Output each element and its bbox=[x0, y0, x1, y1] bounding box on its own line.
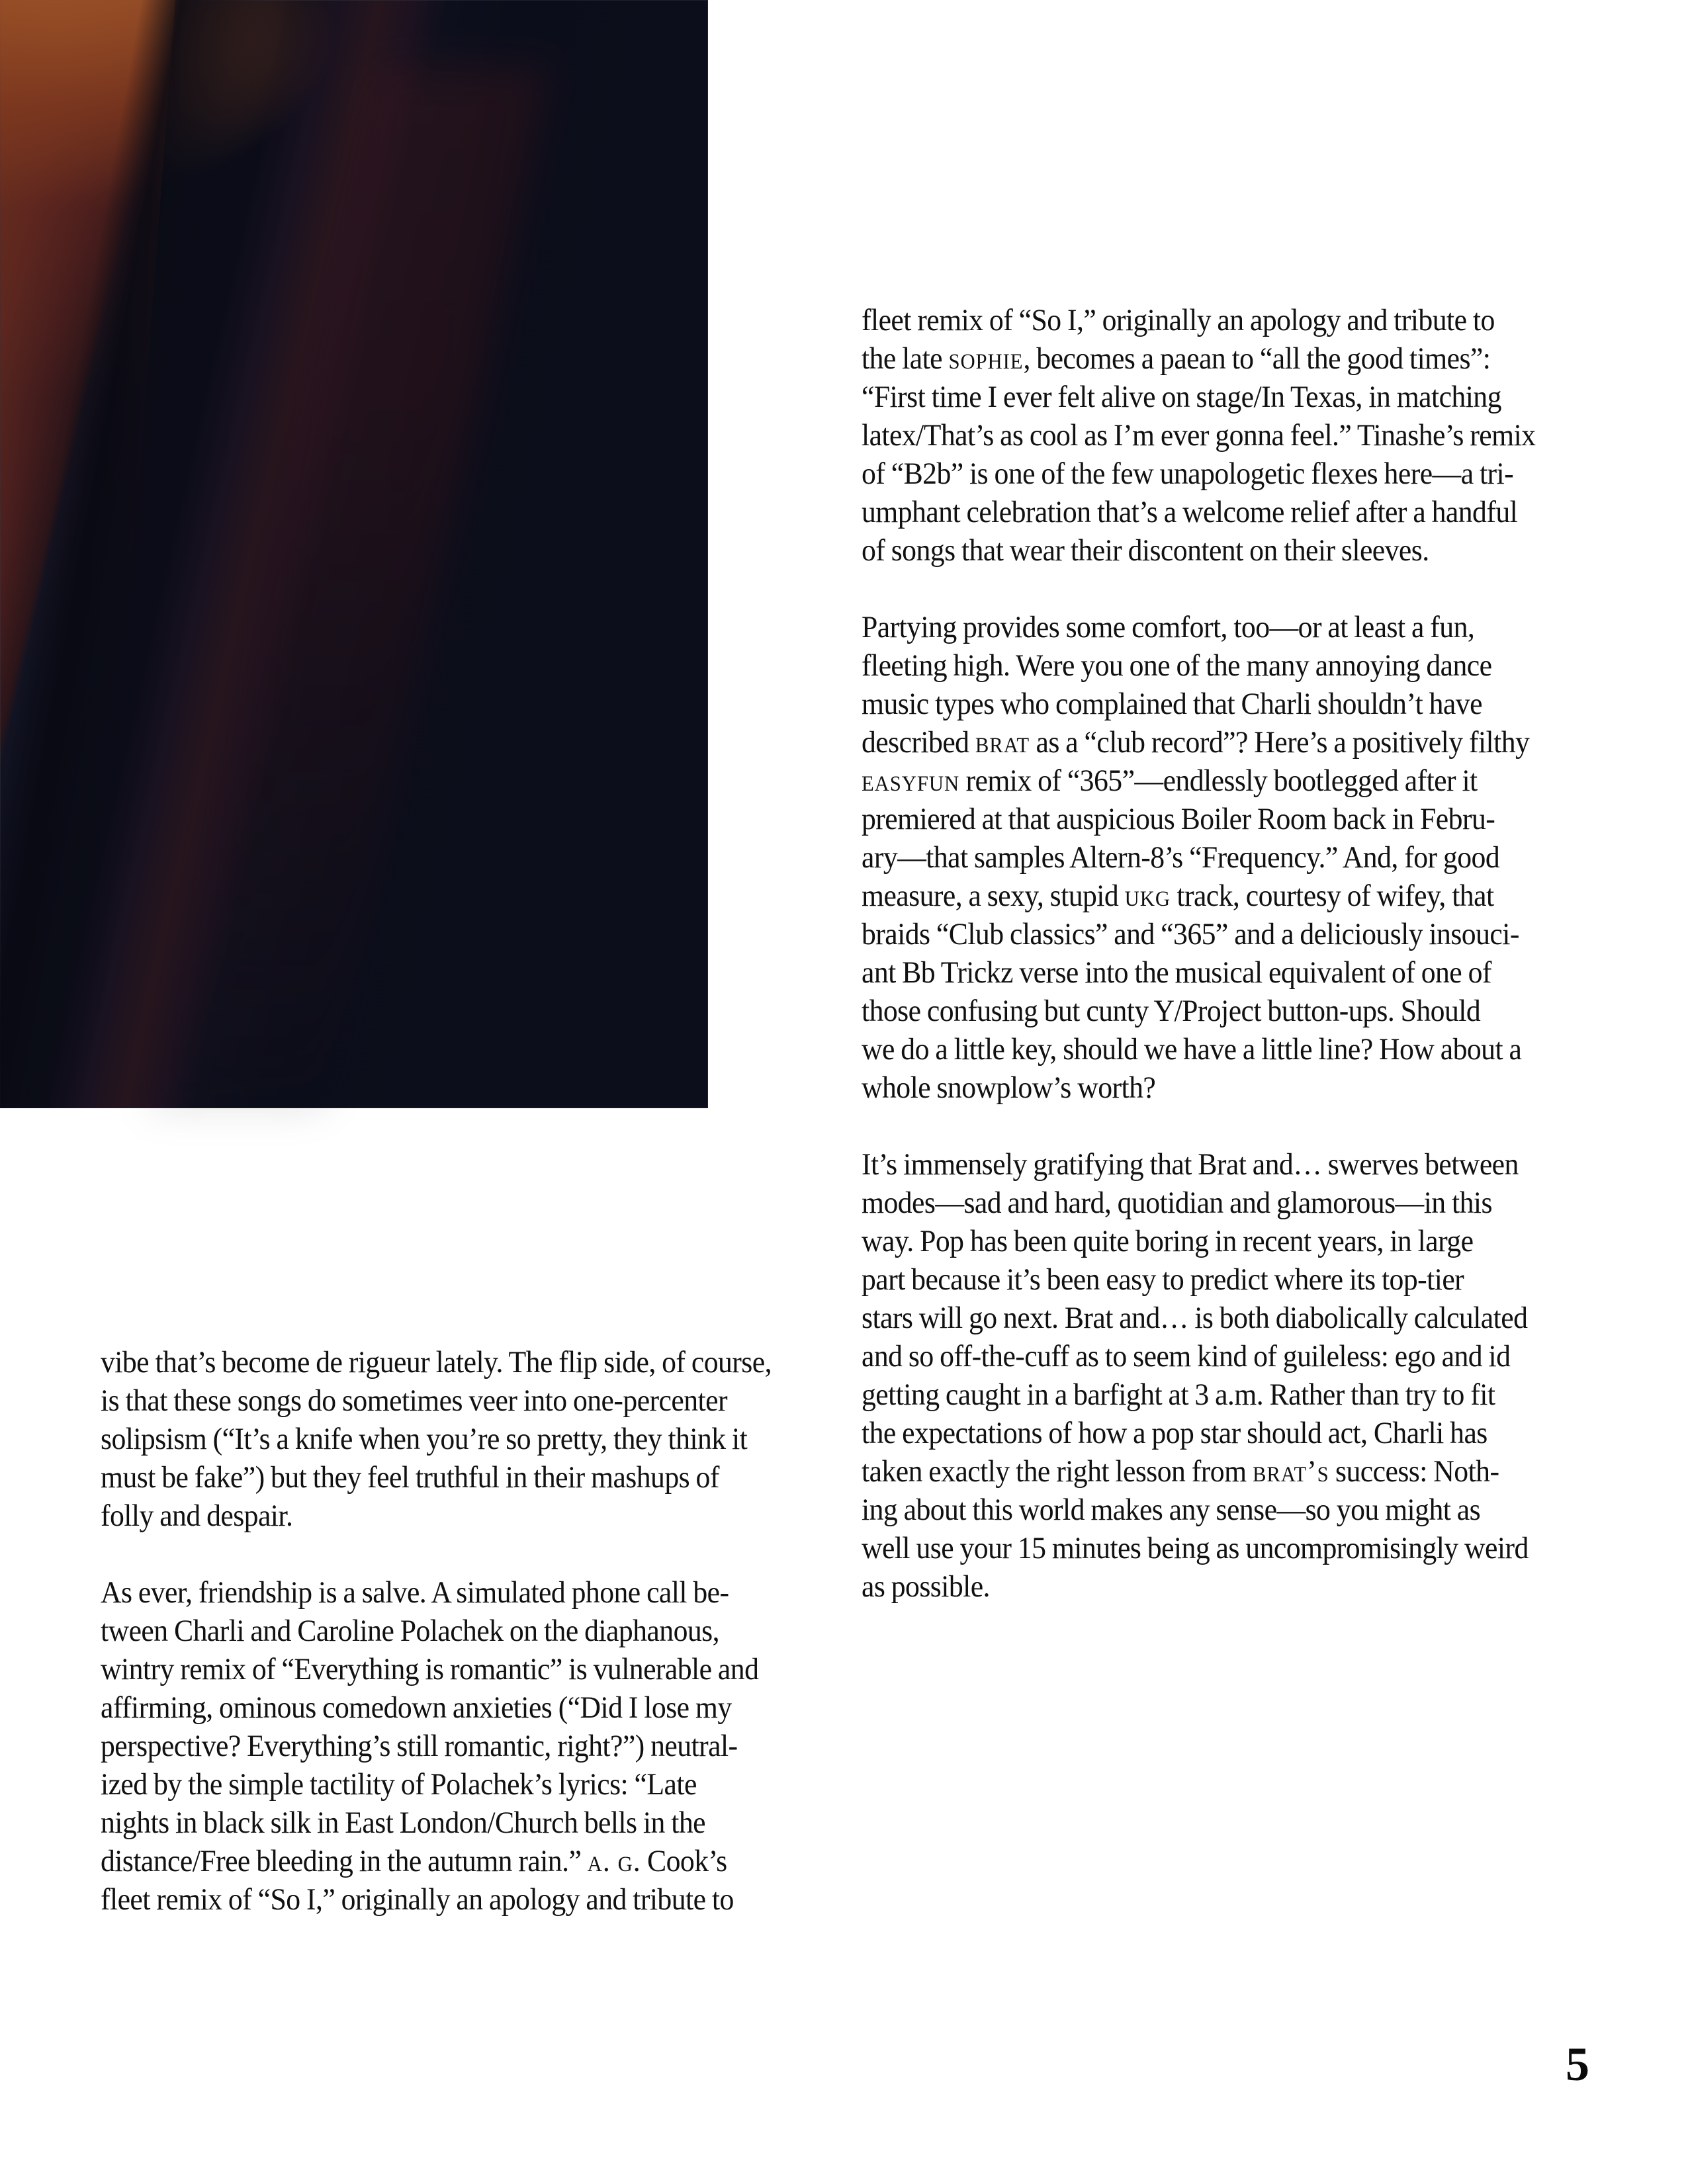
text-segment: taken exactly the right lesson from bbox=[862, 1454, 1253, 1489]
article-column-left bbox=[101, 1343, 828, 1919]
article-paragraph bbox=[862, 301, 1603, 570]
text-segment: distance/Free bleeding in the autumn rain.” bbox=[101, 1844, 588, 1878]
text-segment: ant Bb Trickz verse into the musical equivalent of one of bbox=[862, 955, 1491, 990]
text-segment: well use your 15 minutes being as uncompromisingly weird bbox=[862, 1531, 1529, 1565]
text-line bbox=[101, 1458, 777, 1497]
text-segment: as possible. bbox=[862, 1569, 990, 1604]
text-segment: stars will go next. Brat and… is both diabolically calculated bbox=[862, 1301, 1528, 1335]
text-segment: It’s immensely gratifying that Brat and… swerves between bbox=[862, 1147, 1519, 1182]
text-segment: latex/That’s as cool as I’m ever gonna feel.” Tinashe’s remix bbox=[862, 418, 1536, 453]
text-segment: whole snowplow’s worth? bbox=[862, 1070, 1156, 1105]
text-segment: fleet remix of “So I,” originally an apology and tribute to bbox=[862, 303, 1495, 337]
text-segment: wintry remix of “Everything is romantic” is vulnerable and bbox=[101, 1652, 759, 1686]
text-line bbox=[862, 608, 1551, 646]
text-line bbox=[862, 1222, 1551, 1260]
text-line bbox=[862, 531, 1551, 570]
text-line bbox=[101, 1880, 777, 1919]
text-segment: umphant celebration that’s a welcome relief after a handful bbox=[862, 495, 1518, 529]
text-segment: of songs that wear their discontent on their sleeves. bbox=[862, 533, 1429, 568]
text-segment: tween Charli and Caroline Polachek on the diaphanous, bbox=[101, 1614, 719, 1648]
text-line bbox=[101, 1842, 777, 1880]
text-segment: nights in black silk in East London/Church bells in the bbox=[101, 1806, 705, 1840]
article-paragraph bbox=[101, 1573, 828, 1919]
small-caps-name: sophie bbox=[948, 341, 1024, 376]
text-line bbox=[862, 455, 1551, 493]
text-line bbox=[862, 339, 1551, 378]
text-segment: , becomes a paean to “all the good times”: bbox=[1023, 341, 1491, 376]
text-segment: ing about this world makes any sense—so you might as bbox=[862, 1493, 1481, 1527]
text-segment: fleet remix of “So I,” originally an apology and tribute to bbox=[101, 1882, 734, 1917]
text-line bbox=[862, 416, 1551, 455]
text-segment: solipsism (“It’s a knife when you’re so pretty, they think it bbox=[101, 1422, 748, 1456]
text-line bbox=[862, 800, 1551, 838]
text-segment: must be fake”) but they feel truthful in their mashups of bbox=[101, 1460, 719, 1495]
text-line bbox=[862, 1414, 1551, 1452]
photo-warm-light bbox=[0, 0, 251, 662]
text-segment: perspective? Everything’s still romantic, right?”) neutral- bbox=[101, 1729, 738, 1763]
text-segment: track, courtesy of wifey, that bbox=[1170, 879, 1494, 913]
small-caps-name: brat’s bbox=[1252, 1454, 1329, 1489]
text-line bbox=[101, 1688, 777, 1727]
text-line bbox=[862, 1491, 1551, 1529]
text-segment: ized by the simple tactility of Polachek’s lyrics: “Late bbox=[101, 1767, 697, 1802]
text-line bbox=[101, 1381, 777, 1420]
text-segment: those confusing but cunty Y/Project button-ups. Should bbox=[862, 994, 1481, 1028]
text-line bbox=[862, 1452, 1551, 1491]
text-line bbox=[862, 1145, 1551, 1184]
text-line bbox=[101, 1420, 777, 1458]
text-line bbox=[101, 1650, 777, 1688]
text-segment: “First time I ever felt alive on stage/In Texas, in matching bbox=[862, 380, 1501, 414]
text-line bbox=[101, 1573, 777, 1612]
text-line bbox=[862, 378, 1551, 416]
text-segment: As ever, friendship is a salve. A simulated phone call be- bbox=[101, 1575, 729, 1610]
text-line bbox=[862, 762, 1551, 800]
text-segment: fleeting high. Were you one of the many annoying dance bbox=[862, 648, 1492, 683]
text-segment: Partying provides some comfort, too—or at least a fun, bbox=[862, 610, 1475, 644]
text-segment: success: Noth- bbox=[1329, 1454, 1499, 1489]
text-line bbox=[862, 1529, 1551, 1567]
text-segment: as a “club record”? Here’s a positively filthy bbox=[1030, 725, 1530, 760]
text-line bbox=[862, 992, 1551, 1030]
text-line bbox=[862, 1030, 1551, 1069]
small-caps-name: a. g. bbox=[587, 1844, 641, 1878]
text-line bbox=[862, 1184, 1551, 1222]
photo-fabric-fold bbox=[154, 66, 548, 1108]
text-segment: the expectations of how a pop star should act, Charli has bbox=[862, 1416, 1488, 1450]
text-segment: the late bbox=[862, 341, 949, 376]
text-line bbox=[101, 1343, 777, 1381]
small-caps-name: easyfun bbox=[862, 764, 960, 798]
text-line bbox=[862, 1069, 1551, 1107]
small-caps-name: brat bbox=[975, 725, 1030, 760]
text-line bbox=[862, 493, 1551, 531]
text-line bbox=[862, 1299, 1551, 1337]
text-line bbox=[862, 723, 1551, 762]
text-line bbox=[862, 915, 1551, 953]
text-segment: and so off-the-cuff as to seem kind of guileless: ego and id bbox=[862, 1339, 1511, 1374]
text-line bbox=[862, 1337, 1551, 1376]
text-segment: described bbox=[862, 725, 975, 760]
text-segment: part because it’s been easy to predict where its top-tier bbox=[862, 1262, 1464, 1297]
text-line bbox=[862, 301, 1551, 339]
text-segment: affirming, ominous comedown anxieties (“Did I lose my bbox=[101, 1690, 732, 1725]
text-line bbox=[101, 1497, 777, 1535]
article-column-right bbox=[862, 301, 1603, 1606]
text-segment: modes—sad and hard, quotidian and glamorous—in this bbox=[862, 1186, 1492, 1220]
article-paragraph bbox=[862, 608, 1603, 1107]
photo-fabric-shadow bbox=[0, 0, 708, 1108]
text-line bbox=[862, 1376, 1551, 1414]
text-line bbox=[862, 838, 1551, 877]
text-segment: Cook’s bbox=[641, 1844, 727, 1878]
text-segment: music types who complained that Charli shouldn’t have bbox=[862, 687, 1482, 721]
text-line bbox=[862, 646, 1551, 685]
article-photo bbox=[0, 0, 708, 1108]
text-segment: folly and despair. bbox=[101, 1499, 293, 1533]
small-caps-name: ukg bbox=[1124, 879, 1171, 913]
text-line bbox=[101, 1727, 777, 1765]
article-paragraph bbox=[862, 1145, 1603, 1606]
text-line bbox=[862, 1260, 1551, 1299]
text-line bbox=[101, 1612, 777, 1650]
text-line bbox=[862, 953, 1551, 992]
page-number: 5 bbox=[1566, 2038, 1589, 2091]
text-segment: premiered at that auspicious Boiler Room back in Febru- bbox=[862, 802, 1495, 836]
text-line bbox=[862, 1567, 1551, 1606]
text-line bbox=[101, 1765, 777, 1804]
text-line bbox=[101, 1804, 777, 1842]
text-segment: remix of “365”—endlessly bootlegged after it bbox=[959, 764, 1478, 798]
text-segment: of “B2b” is one of the few unapologetic flexes here—a tri- bbox=[862, 457, 1514, 491]
text-segment: measure, a sexy, stupid bbox=[862, 879, 1125, 913]
text-line bbox=[862, 685, 1551, 723]
text-segment: way. Pop has been quite boring in recent years, in large bbox=[862, 1224, 1474, 1258]
text-line bbox=[862, 877, 1551, 915]
text-segment: is that these songs do sometimes veer into one-percenter bbox=[101, 1383, 727, 1418]
text-segment: vibe that’s become de rigueur lately. The flip side, of course, bbox=[101, 1345, 772, 1379]
text-segment: getting caught in a barfight at 3 a.m. Rather than try to fit bbox=[862, 1377, 1495, 1412]
text-segment: ary—that samples Altern-8’s “Frequency.” And, for good bbox=[862, 840, 1500, 875]
text-segment: braids “Club classics” and “365” and a deliciously insouci- bbox=[862, 917, 1519, 951]
article-paragraph bbox=[101, 1343, 828, 1535]
text-segment: we do a little key, should we have a little line? How about a bbox=[862, 1032, 1522, 1067]
